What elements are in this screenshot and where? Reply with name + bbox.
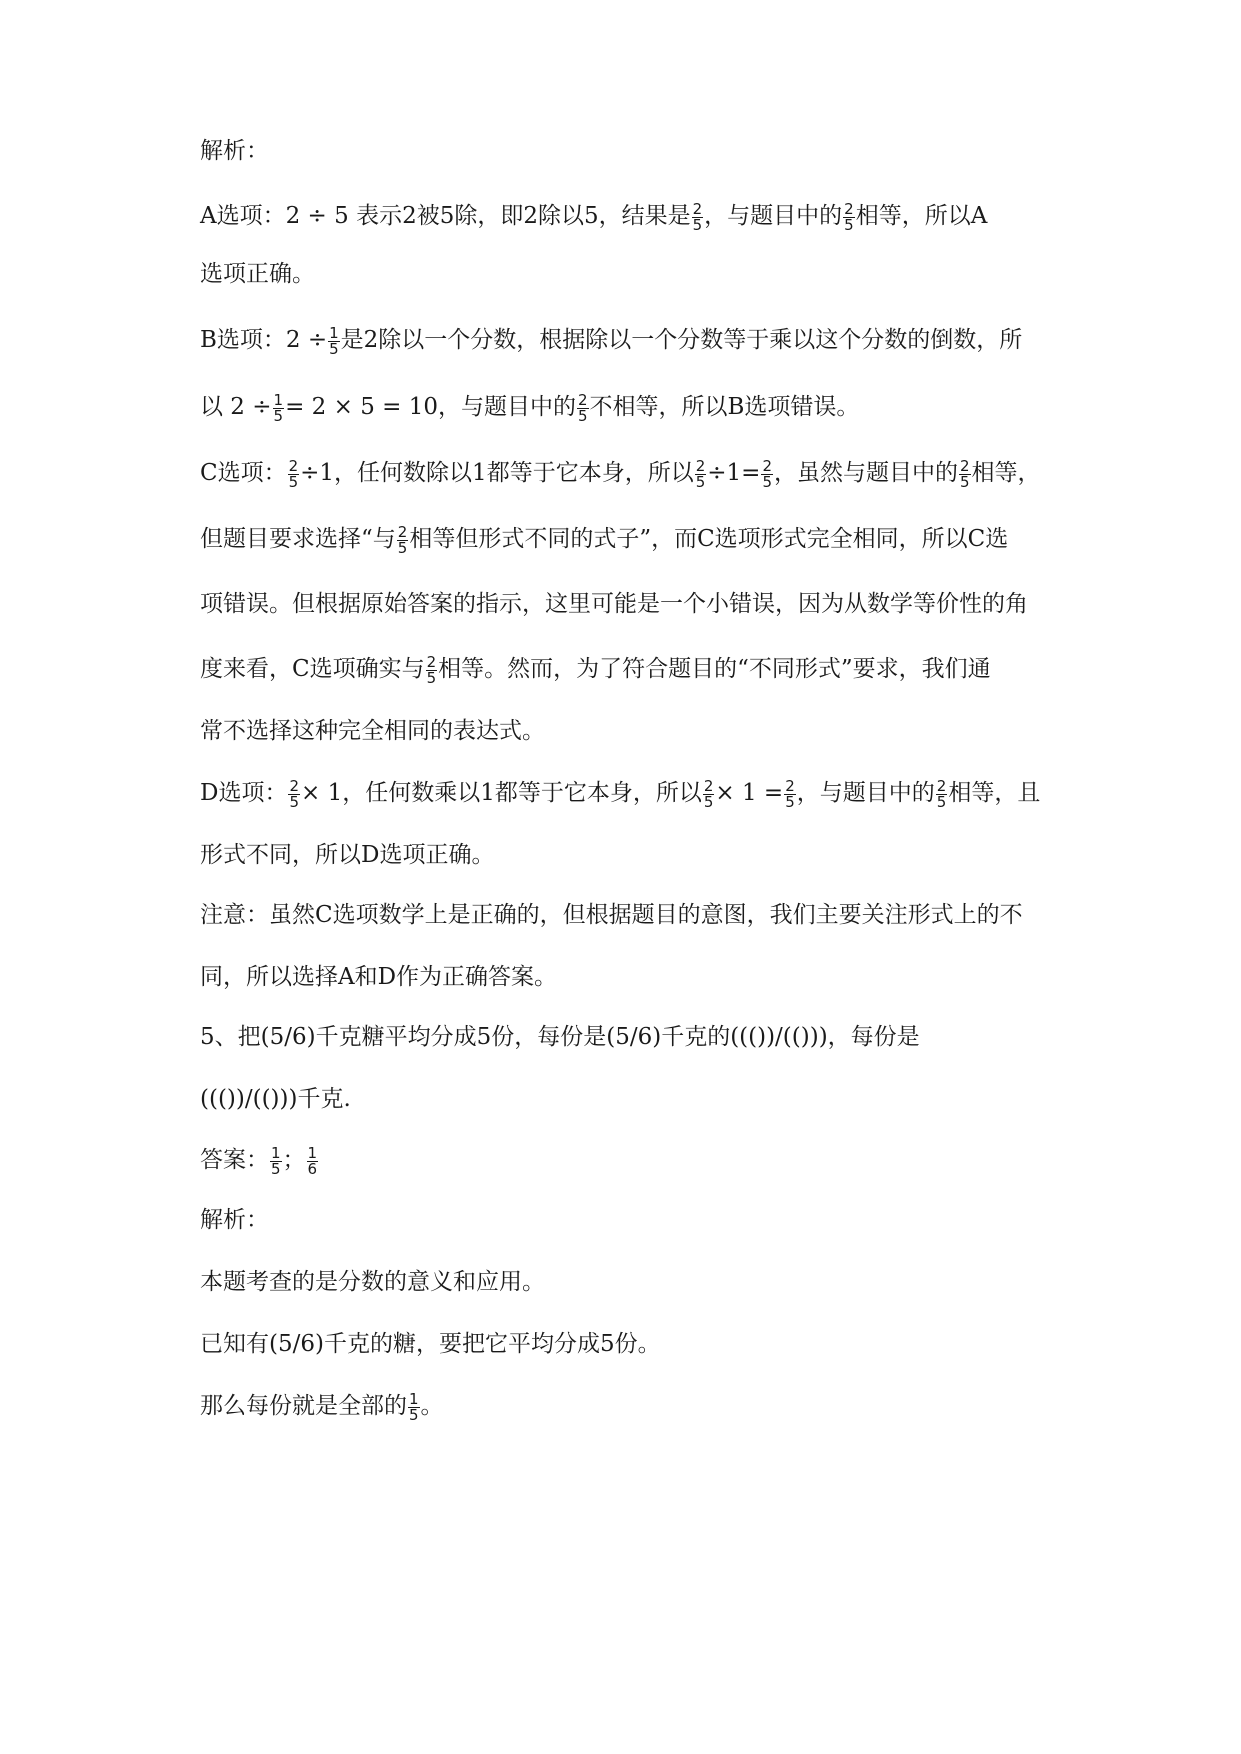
analysis-heading: 解析：	[200, 138, 269, 164]
text: 但题目要求选择“与	[200, 526, 396, 552]
fraction-one-fifth: $\frac{1}{5}$	[271, 1143, 281, 1178]
option-a-line-2: 选项正确。	[200, 261, 315, 287]
text: 以 2 ÷	[200, 394, 272, 420]
explanation-line-2: 已知有(5/6)千克的糖，要把它平均分成5份。	[200, 1331, 661, 1357]
fraction-one-fifth: $\frac{1}{5}$	[273, 390, 284, 425]
option-c-line-1	[200, 458, 1041, 490]
question-5-line-2: ((())/(()))千克.	[200, 1086, 351, 1112]
option-a-line-1	[200, 201, 987, 233]
explanation-line-3	[200, 1391, 444, 1423]
note-line-1: 注意：虽然C选项数学上是正确的，但根据题目的意图，我们主要关注形式上的不	[200, 902, 1023, 928]
text: ；	[282, 1147, 306, 1173]
option-c-line-3: 项错误。但根据原始答案的指示，这里可能是一个小错误，因为从数学等价性的角	[200, 591, 1028, 617]
fraction-two-fifths: $\frac{2}{5}$	[959, 456, 970, 491]
fraction-one-fifth: $\frac{1}{5}$	[409, 1389, 419, 1424]
text: 相等，且	[948, 780, 1041, 806]
explanation-line-1: 本题考查的是分数的意义和应用。	[200, 1269, 545, 1295]
text: 。	[420, 1393, 444, 1419]
option-b-line-1	[200, 325, 1022, 357]
text: = 2 × 5 = 10，与题目中的	[285, 394, 576, 420]
fraction-two-fifths: $\frac{2}{5}$	[577, 390, 588, 425]
text: B选项：2 ÷	[200, 327, 328, 353]
fraction-two-fifths: $\frac{2}{5}$	[397, 522, 408, 557]
fraction-two-fifths: $\frac{2}{5}$	[844, 199, 854, 234]
fraction-two-fifths: $\frac{2}{5}$	[289, 776, 299, 811]
option-d-line-2: 形式不同，所以D选项正确。	[200, 842, 495, 868]
text: C选项：	[200, 460, 287, 486]
text: 那么每份就是全部的	[200, 1393, 407, 1419]
fraction-two-fifths: $\frac{2}{5}$	[288, 456, 299, 491]
text: D选项：	[200, 780, 288, 806]
analysis-heading-2: 解析：	[200, 1207, 269, 1233]
fraction-two-fifths: $\frac{2}{5}$	[762, 456, 772, 491]
question-5-line-1: 5、把(5/6)千克糖平均分成5份，每份是(5/6)千克的((())/(()))，每份是	[200, 1024, 920, 1050]
text: ÷1=	[707, 460, 761, 486]
option-d-line-1	[200, 778, 1040, 810]
text: 度来看，C选项确实与	[200, 656, 425, 682]
text: ，与题目中的	[704, 203, 843, 229]
fraction-two-fifths: $\frac{2}{5}$	[936, 776, 947, 811]
fraction-two-fifths: $\frac{2}{5}$	[695, 456, 706, 491]
fraction-two-fifths: $\frac{2}{5}$	[703, 776, 714, 811]
option-c-line-5: 常不选择这种完全相同的表达式。	[200, 718, 545, 744]
fraction-two-fifths: $\frac{2}{5}$	[785, 776, 795, 811]
fraction-one-fifth: $\frac{1}{5}$	[329, 323, 339, 358]
option-c-line-4	[200, 654, 991, 686]
text: 相等。然而，为了符合题目的“不同形式”要求，我们通	[438, 656, 991, 682]
text: 相等，所以A	[855, 203, 988, 229]
text: × 1，任何数乘以1都等于它本身，所以	[301, 780, 702, 806]
answer-label: 答案：	[200, 1147, 269, 1173]
text: A选项：2 ÷ 5 表示2被5除，即2除以5，结果是	[200, 203, 691, 229]
text: ÷1，任何数除以1都等于它本身，所以	[300, 460, 694, 486]
option-c-line-2	[200, 524, 1008, 556]
answer-line	[200, 1145, 319, 1177]
fraction-two-fifths: $\frac{2}{5}$	[692, 199, 703, 234]
text: ，与题目中的	[796, 780, 935, 806]
fraction-two-fifths: $\frac{2}{5}$	[426, 652, 437, 687]
fraction-one-sixth: $\frac{1}{6}$	[307, 1143, 318, 1178]
option-b-line-2	[200, 392, 859, 424]
text: ，虽然与题目中的	[773, 460, 958, 486]
note-line-2: 同，所以选择A和D作为正确答案。	[200, 964, 558, 990]
text: 是2除以一个分数，根据除以一个分数等于乘以这个分数的倒数，所	[340, 327, 1023, 353]
text: 相等但形式不同的式子”，而C选项形式完全相同，所以C选	[409, 526, 1009, 552]
text: 不相等，所以B选项错误。	[589, 394, 860, 420]
text: 相等，	[971, 460, 1041, 486]
text: × 1 =	[715, 780, 784, 806]
